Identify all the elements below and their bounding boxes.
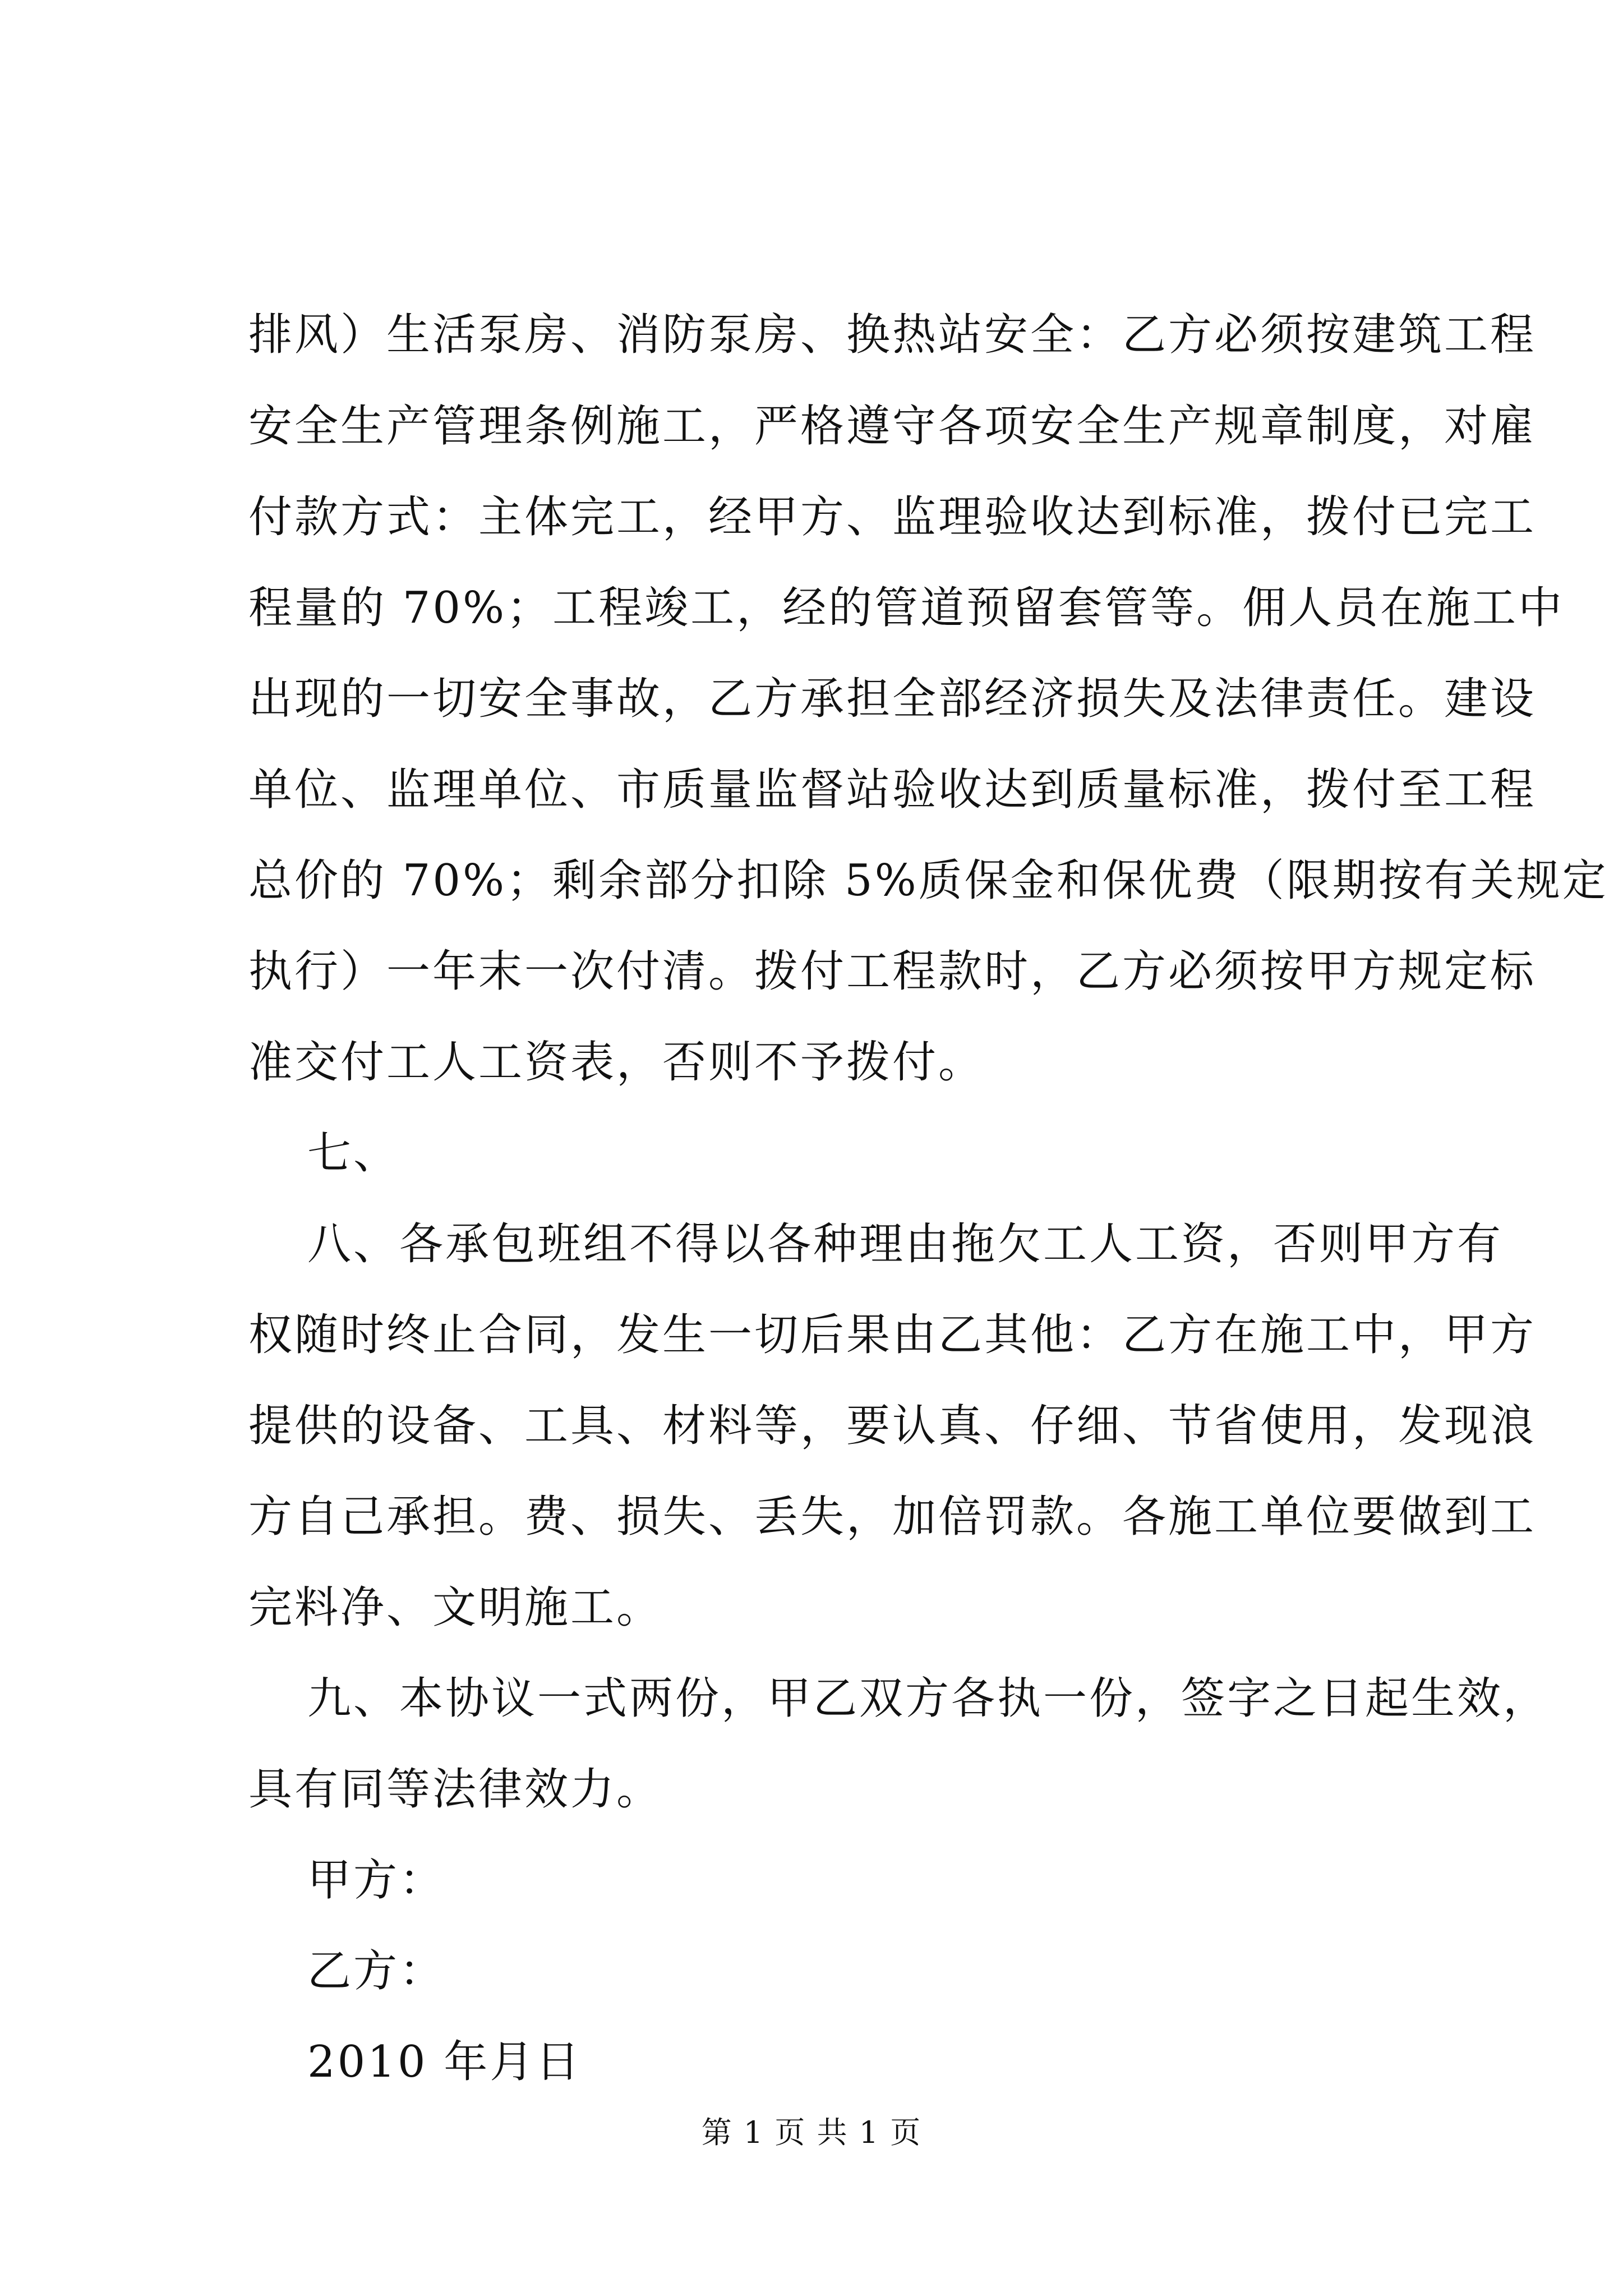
party-b-label: 乙方： <box>307 1946 446 1996</box>
paragraph-start: 九、本协议一式两份，甲乙双方各执一份，签字之日起生效， <box>307 1673 1550 1724</box>
text-line: 具有同等法律效力。 <box>248 1764 663 1815</box>
page-footer: 第 1 页 共 1 页 <box>701 2115 922 2150</box>
text-line: 执行）一年末一次付清。拨付工程款时，乙方必须按甲方规定标 <box>248 946 1537 997</box>
text-line: 安全生产管理条例施工，严格遵守各项安全生产规章制度，对雇 <box>248 401 1537 452</box>
text-line: 单位、监理单位、市质量监督站验收达到质量标准，拨付至工程 <box>248 765 1537 815</box>
section-heading: 七、 <box>307 1128 400 1179</box>
text-line: 总价的 70%；剩余部分扣除 5%质保金和保优费（限期按有关规定 <box>248 855 1608 906</box>
party-a-label: 甲方： <box>307 1855 446 1906</box>
date-line: 2010 年月日 <box>307 2037 582 2087</box>
paragraph-start: 八、各承包班组不得以各种理由拖欠工人工资，否则甲方有 <box>307 1219 1504 1269</box>
text-line: 方自己承担。费、损失、丢失，加倍罚款。各施工单位要做到工 <box>248 1492 1537 1542</box>
text-line: 完料净、文明施工。 <box>248 1582 663 1633</box>
text-line: 付款方式：主体完工，经甲方、监理验收达到标准，拨付已完工 <box>248 492 1537 542</box>
text-line: 程量的 70%；工程竣工，经的管道预留套管等。佣人员在施工中 <box>248 583 1565 633</box>
text-line: 出现的一切安全事故，乙方承担全部经济损失及法律责任。建设 <box>248 674 1537 724</box>
text-line: 排风）生活泵房、消防泵房、换热站安全：乙方必须按建筑工程 <box>248 310 1537 360</box>
text-line: 权随时终止合同，发生一切后果由乙其他：乙方在施工中，甲方 <box>248 1310 1537 1360</box>
text-line: 准交付工人工资表，否则不予拨付。 <box>248 1037 985 1088</box>
text-line: 提供的设备、工具、材料等，要认真、仔细、节省使用，发现浪 <box>248 1401 1537 1451</box>
